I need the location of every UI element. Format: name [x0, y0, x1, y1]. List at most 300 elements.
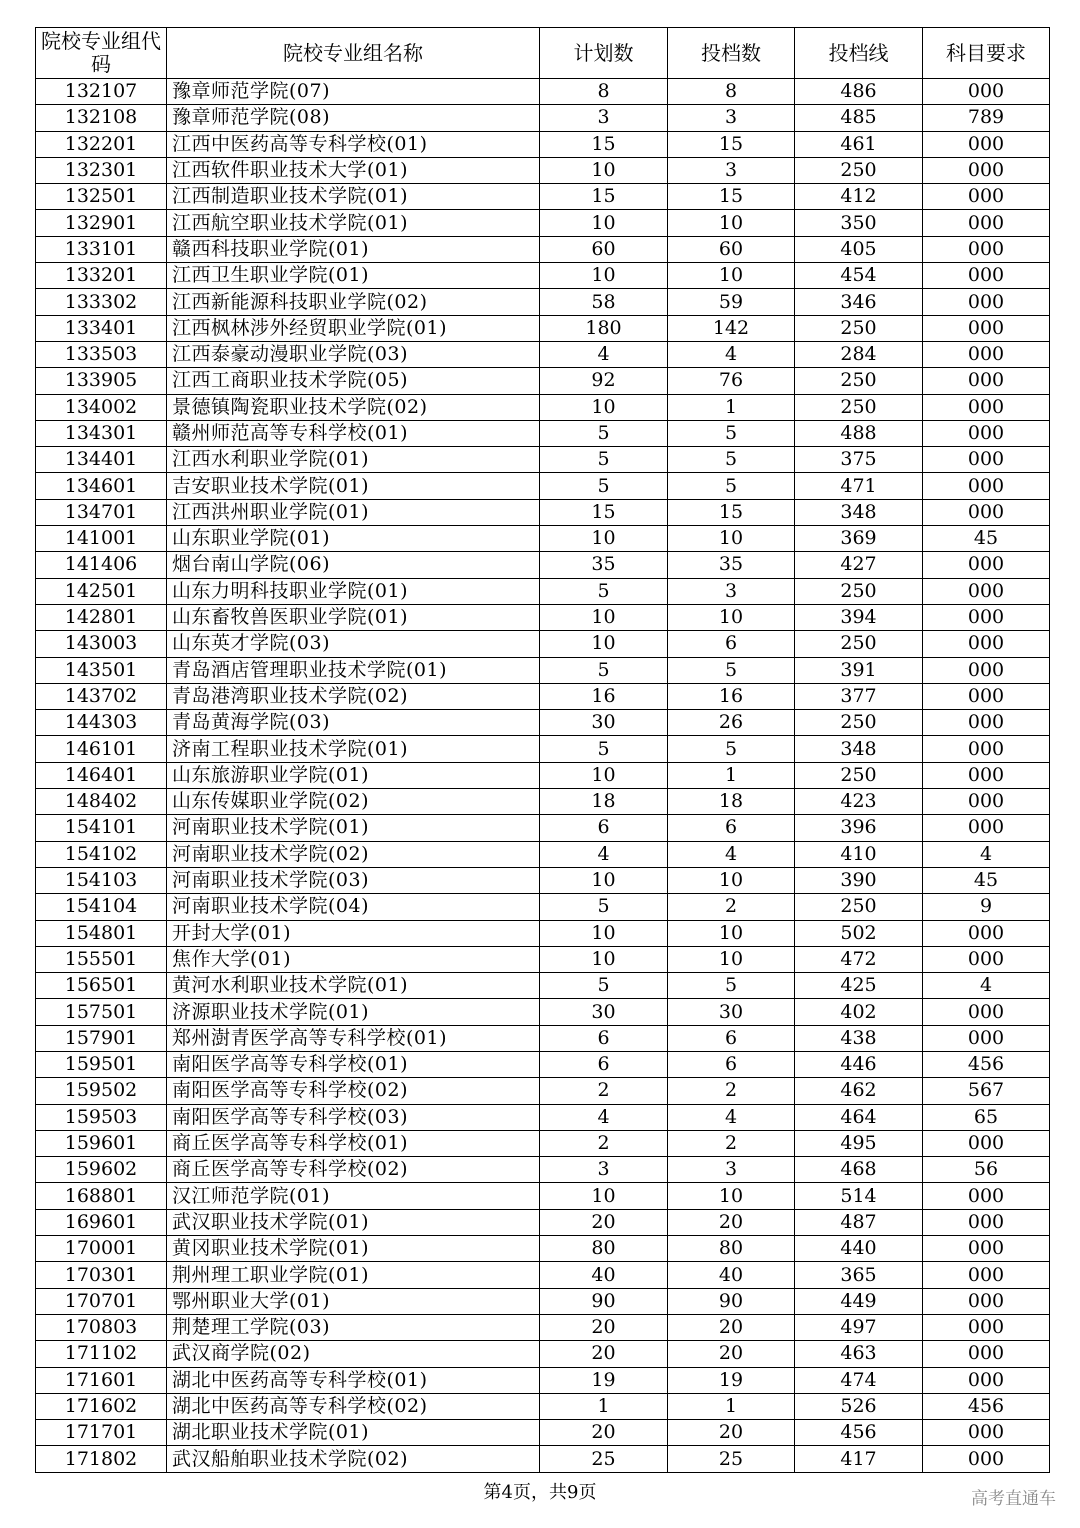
table-row [36, 236, 1050, 262]
cell-plan: 25 [540, 1446, 668, 1472]
cell-filed: 4 [668, 341, 795, 367]
cell-name: 河南职业技术学院(04) [167, 894, 540, 920]
cell-line: 346 [795, 289, 923, 315]
cell-line: 365 [795, 1262, 923, 1288]
cell-filed: 1 [668, 394, 795, 420]
cell-filed: 2 [668, 894, 795, 920]
cell-filed: 3 [668, 578, 795, 604]
cell-plan: 15 [540, 184, 668, 210]
cell-name: 郑州澍青医学高等专科学校(01) [167, 1025, 540, 1051]
page-number: 第4页，共9页 [483, 1482, 597, 1503]
table-row [36, 105, 1050, 131]
cell-filed: 6 [668, 631, 795, 657]
cell-name: 赣州师范高等专科学校(01) [167, 420, 540, 446]
cell-line: 454 [795, 263, 923, 289]
cell-line: 250 [795, 157, 923, 183]
cell-name: 青岛黄海学院(03) [167, 710, 540, 736]
cell-plan: 10 [540, 1183, 668, 1209]
cell-plan: 10 [540, 526, 668, 552]
cell-subject: 000 [923, 1130, 1050, 1156]
cell-name: 青岛酒店管理职业技术学院(01) [167, 657, 540, 683]
cell-plan: 5 [540, 894, 668, 920]
table-row [36, 1209, 1050, 1235]
cell-code: 168801 [36, 1183, 167, 1209]
cell-line: 390 [795, 867, 923, 893]
table-row [36, 447, 1050, 473]
cell-name: 鄂州职业大学(01) [167, 1288, 540, 1314]
table-row [36, 79, 1050, 105]
cell-filed: 1 [668, 1393, 795, 1419]
cell-filed: 25 [668, 1446, 795, 1472]
cell-name: 河南职业技术学院(01) [167, 815, 540, 841]
cell-code: 170301 [36, 1262, 167, 1288]
table-row [36, 789, 1050, 815]
cell-code: 170803 [36, 1314, 167, 1340]
cell-plan: 5 [540, 473, 668, 499]
cell-plan: 16 [540, 683, 668, 709]
cell-plan: 4 [540, 1104, 668, 1130]
cell-name: 江西水利职业学院(01) [167, 447, 540, 473]
table-row [36, 1393, 1050, 1419]
cell-line: 471 [795, 473, 923, 499]
cell-line: 405 [795, 236, 923, 262]
cell-name: 山东畜牧兽医职业学院(01) [167, 604, 540, 630]
cell-name: 江西枫林涉外经贸职业学院(01) [167, 315, 540, 341]
cell-filed: 10 [668, 526, 795, 552]
cell-name: 山东力明科技职业学院(01) [167, 578, 540, 604]
table-row [36, 1157, 1050, 1183]
cell-name: 豫章师范学院(07) [167, 79, 540, 105]
cell-subject: 000 [923, 1183, 1050, 1209]
cell-code: 171602 [36, 1393, 167, 1419]
cell-filed: 3 [668, 157, 795, 183]
cell-filed: 5 [668, 420, 795, 446]
cell-line: 497 [795, 1314, 923, 1340]
cell-line: 250 [795, 762, 923, 788]
cell-plan: 10 [540, 920, 668, 946]
cell-name: 武汉职业技术学院(01) [167, 1209, 540, 1235]
cell-plan: 10 [540, 210, 668, 236]
cell-subject: 000 [923, 236, 1050, 262]
cell-filed: 10 [668, 263, 795, 289]
cell-subject: 000 [923, 1314, 1050, 1340]
cell-code: 154102 [36, 841, 167, 867]
cell-subject: 000 [923, 1446, 1050, 1472]
cell-code: 171802 [36, 1446, 167, 1472]
table-row [36, 289, 1050, 315]
cell-name: 荆州理工职业学院(01) [167, 1262, 540, 1288]
cell-subject: 000 [923, 736, 1050, 762]
table-row [36, 1104, 1050, 1130]
header-filed: 投档数 [668, 28, 795, 79]
cell-name: 湖北中医药高等专科学校(01) [167, 1367, 540, 1393]
cell-plan: 19 [540, 1367, 668, 1393]
cell-line: 350 [795, 210, 923, 236]
cell-name: 豫章师范学院(08) [167, 105, 540, 131]
cell-name: 湖北中医药高等专科学校(02) [167, 1393, 540, 1419]
cell-subject: 000 [923, 79, 1050, 105]
cell-filed: 20 [668, 1341, 795, 1367]
table-row [36, 1130, 1050, 1156]
table-row [36, 578, 1050, 604]
cell-line: 487 [795, 1209, 923, 1235]
table-row [36, 499, 1050, 525]
cell-line: 514 [795, 1183, 923, 1209]
cell-plan: 30 [540, 999, 668, 1025]
cell-line: 417 [795, 1446, 923, 1472]
cell-plan: 80 [540, 1236, 668, 1262]
cell-line: 250 [795, 315, 923, 341]
cell-plan: 5 [540, 736, 668, 762]
cell-code: 159602 [36, 1157, 167, 1183]
cell-filed: 10 [668, 867, 795, 893]
cell-plan: 20 [540, 1420, 668, 1446]
cell-code: 142801 [36, 604, 167, 630]
cell-filed: 3 [668, 105, 795, 131]
cell-subject: 456 [923, 1051, 1050, 1077]
table-row [36, 841, 1050, 867]
table-row [36, 604, 1050, 630]
cell-subject: 9 [923, 894, 1050, 920]
cell-subject: 000 [923, 1025, 1050, 1051]
cell-code: 154801 [36, 920, 167, 946]
table-row [36, 526, 1050, 552]
cell-name: 青岛港湾职业技术学院(02) [167, 683, 540, 709]
header-subject: 科目要求 [923, 28, 1050, 79]
cell-line: 502 [795, 920, 923, 946]
cell-line: 456 [795, 1420, 923, 1446]
cell-name: 江西工商职业技术学院(05) [167, 368, 540, 394]
cell-name: 黄河水利职业技术学院(01) [167, 973, 540, 999]
cell-subject: 000 [923, 315, 1050, 341]
table-row [36, 1078, 1050, 1104]
cell-code: 154103 [36, 867, 167, 893]
cell-plan: 6 [540, 1051, 668, 1077]
cell-plan: 180 [540, 315, 668, 341]
cell-subject: 000 [923, 578, 1050, 604]
cell-line: 394 [795, 604, 923, 630]
header-name: 院校专业组名称 [167, 28, 540, 79]
cell-subject: 4 [923, 973, 1050, 999]
cell-plan: 4 [540, 841, 668, 867]
cell-name: 江西中医药高等专科学校(01) [167, 131, 540, 157]
cell-filed: 20 [668, 1420, 795, 1446]
cell-line: 464 [795, 1104, 923, 1130]
cell-filed: 6 [668, 1051, 795, 1077]
cell-name: 黄冈职业技术学院(01) [167, 1236, 540, 1262]
table-row [36, 184, 1050, 210]
cell-line: 348 [795, 736, 923, 762]
cell-plan: 2 [540, 1078, 668, 1104]
table-row [36, 815, 1050, 841]
cell-subject: 000 [923, 499, 1050, 525]
cell-name: 山东旅游职业学院(01) [167, 762, 540, 788]
cell-code: 142501 [36, 578, 167, 604]
cell-plan: 5 [540, 657, 668, 683]
cell-code: 159501 [36, 1051, 167, 1077]
cell-subject: 000 [923, 683, 1050, 709]
cell-plan: 10 [540, 631, 668, 657]
cell-code: 146401 [36, 762, 167, 788]
cell-plan: 20 [540, 1314, 668, 1340]
cell-line: 440 [795, 1236, 923, 1262]
table-row [36, 315, 1050, 341]
cell-name: 焦作大学(01) [167, 946, 540, 972]
cell-name: 商丘医学高等专科学校(01) [167, 1130, 540, 1156]
cell-code: 143702 [36, 683, 167, 709]
cell-filed: 10 [668, 946, 795, 972]
cell-filed: 60 [668, 236, 795, 262]
cell-name: 江西洪州职业学院(01) [167, 499, 540, 525]
cell-name: 吉安职业技术学院(01) [167, 473, 540, 499]
cell-subject: 000 [923, 657, 1050, 683]
cell-subject: 000 [923, 184, 1050, 210]
cell-subject: 000 [923, 1367, 1050, 1393]
table-row [36, 946, 1050, 972]
cell-code: 143501 [36, 657, 167, 683]
table-row [36, 920, 1050, 946]
cell-filed: 6 [668, 1025, 795, 1051]
cell-plan: 10 [540, 157, 668, 183]
cell-plan: 35 [540, 552, 668, 578]
table-row [36, 1314, 1050, 1340]
cell-filed: 18 [668, 789, 795, 815]
table-row [36, 1367, 1050, 1393]
cell-subject: 000 [923, 394, 1050, 420]
cell-name: 湖北职业技术学院(01) [167, 1420, 540, 1446]
cell-filed: 2 [668, 1130, 795, 1156]
cell-code: 132108 [36, 105, 167, 131]
cell-filed: 40 [668, 1262, 795, 1288]
cell-subject: 000 [923, 999, 1050, 1025]
cell-code: 134701 [36, 499, 167, 525]
cell-line: 284 [795, 341, 923, 367]
cell-plan: 20 [540, 1209, 668, 1235]
cell-subject: 000 [923, 131, 1050, 157]
cell-subject: 000 [923, 762, 1050, 788]
cell-code: 170001 [36, 1236, 167, 1262]
cell-filed: 5 [668, 973, 795, 999]
cell-plan: 10 [540, 263, 668, 289]
cell-plan: 60 [540, 236, 668, 262]
cell-name: 商丘医学高等专科学校(02) [167, 1157, 540, 1183]
table-row [36, 683, 1050, 709]
cell-code: 171102 [36, 1341, 167, 1367]
cell-plan: 15 [540, 499, 668, 525]
cell-filed: 1 [668, 762, 795, 788]
cell-subject: 56 [923, 1157, 1050, 1183]
cell-subject: 4 [923, 841, 1050, 867]
cell-filed: 15 [668, 131, 795, 157]
table-row [36, 631, 1050, 657]
cell-filed: 3 [668, 1157, 795, 1183]
cell-name: 河南职业技术学院(03) [167, 867, 540, 893]
cell-line: 425 [795, 973, 923, 999]
table-row [36, 657, 1050, 683]
cell-code: 133201 [36, 263, 167, 289]
cell-filed: 8 [668, 79, 795, 105]
cell-subject: 567 [923, 1078, 1050, 1104]
cell-name: 烟台南山学院(06) [167, 552, 540, 578]
cell-filed: 6 [668, 815, 795, 841]
cell-code: 141001 [36, 526, 167, 552]
cell-line: 526 [795, 1393, 923, 1419]
cell-code: 133401 [36, 315, 167, 341]
cell-name: 山东传媒职业学院(02) [167, 789, 540, 815]
cell-filed: 10 [668, 1183, 795, 1209]
cell-subject: 000 [923, 473, 1050, 499]
cell-filed: 76 [668, 368, 795, 394]
cell-line: 250 [795, 368, 923, 394]
cell-code: 157501 [36, 999, 167, 1025]
cell-filed: 90 [668, 1288, 795, 1314]
cell-filed: 10 [668, 604, 795, 630]
cell-subject: 000 [923, 1341, 1050, 1367]
table-row [36, 762, 1050, 788]
cell-line: 377 [795, 683, 923, 709]
cell-code: 134401 [36, 447, 167, 473]
cell-name: 河南职业技术学院(02) [167, 841, 540, 867]
cell-line: 495 [795, 1130, 923, 1156]
cell-filed: 16 [668, 683, 795, 709]
cell-subject: 000 [923, 1236, 1050, 1262]
cell-line: 485 [795, 105, 923, 131]
cell-subject: 000 [923, 368, 1050, 394]
cell-name: 汉江师范学院(01) [167, 1183, 540, 1209]
cell-plan: 3 [540, 105, 668, 131]
cell-subject: 000 [923, 815, 1050, 841]
cell-line: 348 [795, 499, 923, 525]
cell-subject: 000 [923, 289, 1050, 315]
cell-line: 423 [795, 789, 923, 815]
cell-subject: 65 [923, 1104, 1050, 1130]
cell-code: 132201 [36, 131, 167, 157]
cell-plan: 5 [540, 420, 668, 446]
cell-subject: 000 [923, 631, 1050, 657]
cell-name: 江西卫生职业学院(01) [167, 263, 540, 289]
cell-filed: 5 [668, 447, 795, 473]
cell-plan: 10 [540, 867, 668, 893]
cell-plan: 2 [540, 1130, 668, 1156]
cell-filed: 142 [668, 315, 795, 341]
table-row [36, 1341, 1050, 1367]
cell-filed: 5 [668, 736, 795, 762]
header-line: 投档线 [795, 28, 923, 79]
cell-code: 133302 [36, 289, 167, 315]
cell-code: 156501 [36, 973, 167, 999]
cell-name: 江西制造职业技术学院(01) [167, 184, 540, 210]
cell-line: 461 [795, 131, 923, 157]
cell-code: 169601 [36, 1209, 167, 1235]
cell-plan: 30 [540, 710, 668, 736]
cell-line: 449 [795, 1288, 923, 1314]
cell-name: 山东职业学院(01) [167, 526, 540, 552]
table-row [36, 1420, 1050, 1446]
cell-plan: 92 [540, 368, 668, 394]
cell-subject: 45 [923, 526, 1050, 552]
table-row [36, 394, 1050, 420]
table-row [36, 157, 1050, 183]
cell-plan: 3 [540, 1157, 668, 1183]
cell-code: 148402 [36, 789, 167, 815]
cell-subject: 000 [923, 604, 1050, 630]
cell-plan: 8 [540, 79, 668, 105]
cell-name: 济源职业技术学院(01) [167, 999, 540, 1025]
table-row [36, 894, 1050, 920]
header-code: 院校专业组代码 [36, 28, 167, 79]
table-row [36, 973, 1050, 999]
cell-plan: 20 [540, 1341, 668, 1367]
cell-name: 江西航空职业技术学院(01) [167, 210, 540, 236]
cell-filed: 10 [668, 920, 795, 946]
cell-subject: 000 [923, 1209, 1050, 1235]
cell-filed: 35 [668, 552, 795, 578]
table-row [36, 867, 1050, 893]
cell-name: 南阳医学高等专科学校(01) [167, 1051, 540, 1077]
table-row [36, 131, 1050, 157]
cell-code: 132501 [36, 184, 167, 210]
table-row [36, 736, 1050, 762]
cell-line: 369 [795, 526, 923, 552]
cell-code: 134301 [36, 420, 167, 446]
cell-plan: 40 [540, 1262, 668, 1288]
cell-plan: 58 [540, 289, 668, 315]
cell-subject: 000 [923, 157, 1050, 183]
cell-code: 143003 [36, 631, 167, 657]
cell-filed: 5 [668, 657, 795, 683]
cell-name: 开封大学(01) [167, 920, 540, 946]
cell-name: 济南工程职业技术学院(01) [167, 736, 540, 762]
cell-plan: 4 [540, 341, 668, 367]
table-row [36, 710, 1050, 736]
cell-plan: 1 [540, 1393, 668, 1419]
table-row [36, 420, 1050, 446]
cell-subject: 000 [923, 710, 1050, 736]
cell-filed: 10 [668, 210, 795, 236]
cell-filed: 5 [668, 473, 795, 499]
cell-plan: 18 [540, 789, 668, 815]
cell-filed: 2 [668, 1078, 795, 1104]
cell-code: 170701 [36, 1288, 167, 1314]
cell-name: 南阳医学高等专科学校(03) [167, 1104, 540, 1130]
cell-line: 410 [795, 841, 923, 867]
cell-code: 146101 [36, 736, 167, 762]
cell-filed: 19 [668, 1367, 795, 1393]
cell-subject: 000 [923, 420, 1050, 446]
cell-code: 155501 [36, 946, 167, 972]
cell-code: 132107 [36, 79, 167, 105]
cell-subject: 789 [923, 105, 1050, 131]
cell-line: 463 [795, 1341, 923, 1367]
table-header-row [36, 28, 1050, 79]
cell-subject: 000 [923, 920, 1050, 946]
cell-code: 133101 [36, 236, 167, 262]
cell-name: 景德镇陶瓷职业技术学院(02) [167, 394, 540, 420]
cell-filed: 20 [668, 1209, 795, 1235]
table-row [36, 1051, 1050, 1077]
cell-name: 江西泰豪动漫职业学院(03) [167, 341, 540, 367]
cell-line: 396 [795, 815, 923, 841]
cell-plan: 10 [540, 946, 668, 972]
cell-plan: 10 [540, 394, 668, 420]
cell-subject: 000 [923, 263, 1050, 289]
header-plan: 计划数 [540, 28, 668, 79]
cell-line: 488 [795, 420, 923, 446]
table-row [36, 1236, 1050, 1262]
cell-code: 171601 [36, 1367, 167, 1393]
cell-line: 438 [795, 1025, 923, 1051]
cell-line: 250 [795, 394, 923, 420]
